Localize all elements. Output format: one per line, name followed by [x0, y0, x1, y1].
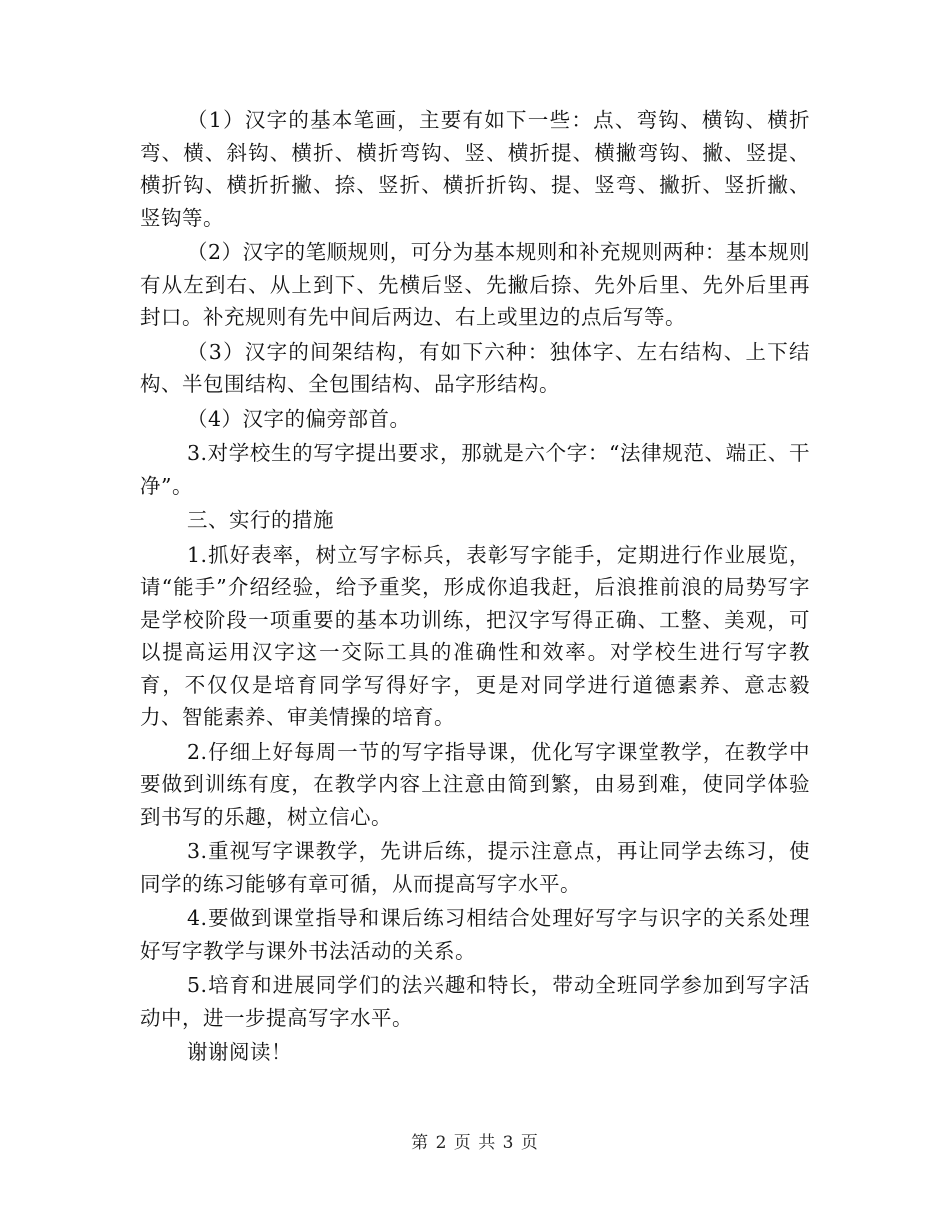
section-heading-measures: 三、实行的措施 — [187, 508, 334, 532]
paragraph-measure-3: 3.重视写字课教学，先讲后练，提示注意点，再让同学去练习，使同学的练习能够有章可循，从而提高写字水平。 — [140, 839, 810, 896]
closing-thanks: 谢谢阅读！ — [187, 1040, 292, 1064]
paragraph-radicals: （4）汉字的偏旁部首。 — [187, 406, 411, 431]
paragraph-measure-4: 4.要做到课堂指导和课后练习相结合处理好写字与识字的关系处理好写字教学与课外书法活动的关系。 — [140, 906, 810, 963]
paragraph-structure: （3）汉字的间架结构，有如下六种：独体字、左右结构、上下结构、半包围结构、全包围结构、品字形结构。 — [140, 339, 810, 396]
page-number-footer: 第 2 页 共 3 页 — [411, 1133, 539, 1153]
paragraph-measure-2: 2.仔细上好每周一节的写字指导课，优化写字课堂教学，在教学中要做到训练有度，在教学内容上注意由简到繁，由易到难，使同学体验到书写的乐趣，树立信心。 — [140, 739, 810, 829]
paragraph-requirements: 3.对学校生的写字提出要求，那就是六个字：“法律规范、端正、干净”。 — [140, 441, 810, 498]
document-body — [140, 104, 810, 1071]
paragraph-measure-1: 1.抓好表率，树立写字标兵，表彰写字能手，定期进行作业展览，请“能手”介绍经验，给予重奖，形成你追我赶，后浪推前浪的局势写字是学校阶段一项重要的基本功训练，把汉字写得正确、工整、美观，可以提高运用汉字这一交际工具的准确性和效率。对学校生进行写字教育，不仅仅是培育同学写得好字，更是对同学进行道德素养、意志毅力、智能素养、审美情操的培育。 — [140, 542, 810, 729]
paragraph-strokes: （1）汉字的基本笔画，主要有如下一些：点、弯钩、横钩、横折弯、横、斜钩、横折、横折弯钩、竖、横折提、横撇弯钩、撇、竖提、横折钩、横折折撇、捺、竖折、横折折钩、提、竖弯、撇折、竖折撇、竖钩等。 — [140, 108, 810, 230]
paragraph-stroke-order: （2）汉字的笔顺规则，可分为基本规则和补充规则两种：基本规则有从左到右、从上到下、先横后竖、先撇后捺、先外后里、先外后里再封口。补充规则有先中间后两边、右上或里边的点后写等。 — [140, 240, 810, 329]
paragraph-measure-5: 5.培育和进展同学们的法兴趣和特长，带动全班同学参加到写字活动中，进一步提高写字水平。 — [140, 973, 810, 1030]
